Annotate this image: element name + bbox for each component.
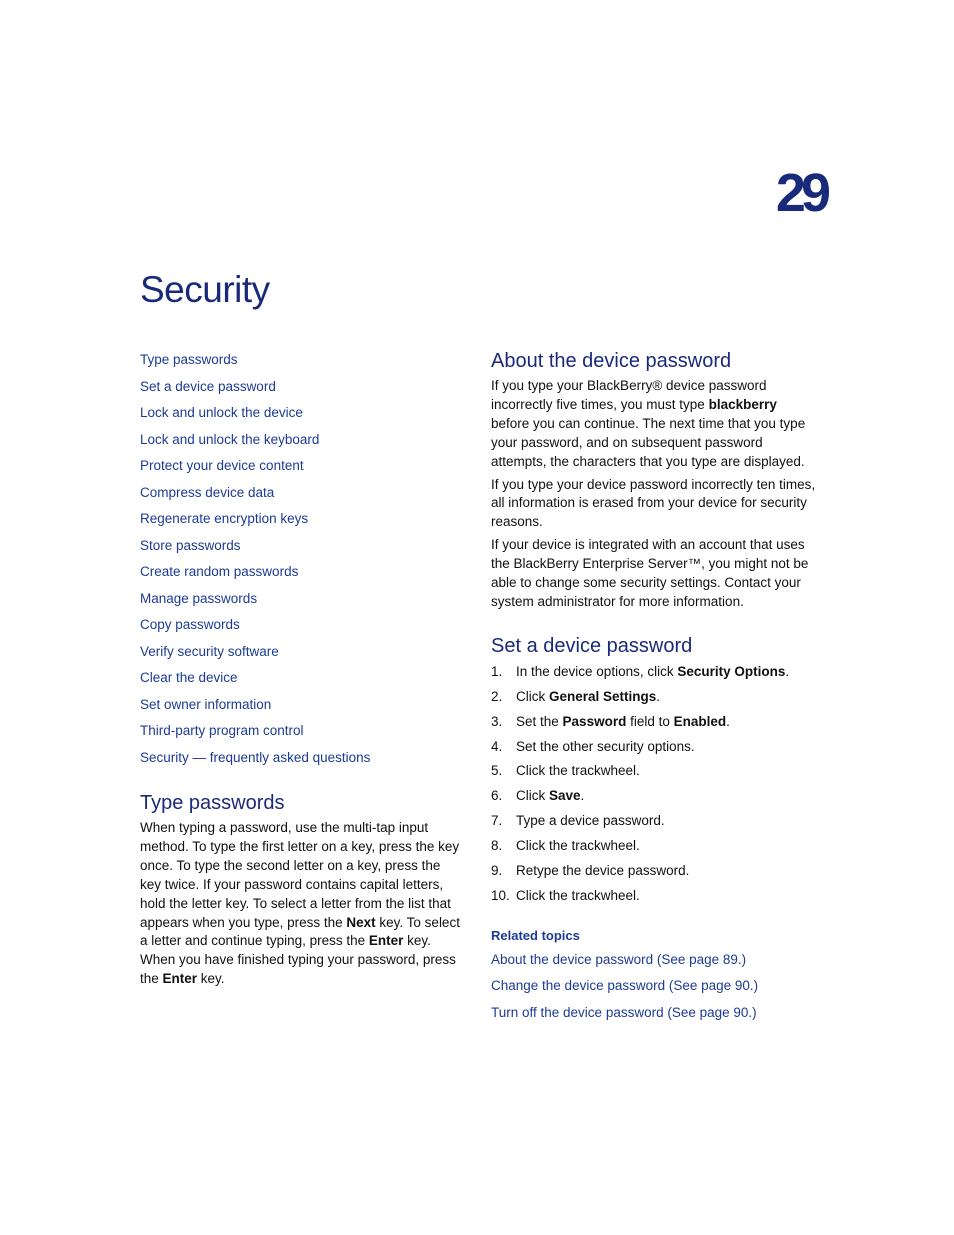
body-text-segment: key.	[197, 971, 225, 987]
ui-term: Enabled	[673, 713, 727, 729]
step-text	[516, 712, 730, 737]
toc-item	[140, 614, 465, 641]
step-text-segment: .	[580, 788, 585, 804]
related-link-turn-off-password[interactable]: Turn off the device password (See page 90.)	[491, 1004, 757, 1020]
related-item	[491, 1002, 816, 1029]
step-item	[491, 786, 816, 811]
step-item	[491, 737, 816, 762]
step-item	[491, 712, 816, 737]
toc-link-clear-device[interactable]: Clear the device	[140, 670, 238, 685]
key-name-enter: Enter	[162, 971, 198, 987]
about-password-paragraph-2: If you type your device password incorrectly ten times, all information is erased from your device for security reasons.	[491, 476, 816, 530]
step-item	[491, 761, 816, 786]
key-name-enter: Enter	[368, 933, 404, 949]
step-text	[516, 687, 660, 712]
toc-item	[140, 455, 465, 482]
related-topics-heading: Related topics	[491, 927, 580, 943]
step-number: 10.	[491, 887, 510, 903]
toc-item	[140, 667, 465, 694]
type-passwords-heading: Type passwords	[140, 792, 285, 814]
step-number: 6.	[491, 788, 503, 804]
toc-item	[140, 747, 465, 774]
step-text: Click the trackwheel.	[516, 763, 640, 779]
step-text: Click the trackwheel.	[516, 887, 640, 903]
right-column	[491, 349, 816, 1028]
step-text: Click the trackwheel.	[516, 838, 640, 854]
toc-link-protect-content[interactable]: Protect your device content	[140, 458, 304, 473]
toc-link-random-passwords[interactable]: Create random passwords	[140, 564, 299, 579]
type-passwords-text	[140, 819, 465, 989]
toc-link-manage-passwords[interactable]: Manage passwords	[140, 590, 258, 606]
toc-link-security-faq[interactable]: Security — frequently asked questions	[140, 749, 371, 765]
step-text-segment: In the device options, click	[516, 663, 678, 679]
ui-term: Security Options	[677, 663, 786, 679]
toc-link-regenerate-keys[interactable]: Regenerate encryption keys	[140, 511, 309, 526]
step-text	[516, 786, 584, 811]
step-item	[491, 886, 816, 911]
related-item	[491, 949, 816, 976]
toc-item	[140, 482, 465, 509]
body-text-segment: before you can continue. The next time that you type your password, and on subsequent password attempts, the characters that you type are displayed.	[491, 415, 806, 469]
toc-link-store-passwords[interactable]: Store passwords	[140, 537, 241, 553]
related-link-change-password[interactable]: Change the device password (See page 90.)	[491, 978, 759, 994]
ui-term: General Settings	[549, 688, 657, 704]
body-text-segment: If you type your BlackBerry® device password incorrectly five times, you must type	[491, 378, 767, 412]
step-item	[491, 687, 816, 712]
ui-term: Save	[549, 788, 581, 804]
toc-link-type-passwords[interactable]: Type passwords	[140, 352, 238, 367]
step-number: 3.	[491, 713, 503, 729]
ui-term: Password	[562, 713, 627, 729]
related-topics-list	[491, 949, 816, 1029]
toc-link-lock-device[interactable]: Lock and unlock the device	[140, 405, 303, 420]
step-item	[491, 861, 816, 886]
step-number: 9.	[491, 863, 503, 878]
step-number: 7.	[491, 813, 503, 829]
key-name-next: Next	[346, 914, 376, 930]
page-title: Security	[140, 269, 270, 310]
step-number: 2.	[491, 688, 503, 704]
body-text-segment: key. When you have finished typing your password, press the	[140, 933, 456, 987]
step-number: 1.	[491, 663, 503, 679]
step-number: 8.	[491, 838, 503, 854]
step-text: Retype the device password.	[516, 863, 690, 878]
toc-item	[140, 588, 465, 615]
toc-link-compress-data[interactable]: Compress device data	[140, 484, 275, 500]
related-link-about-password[interactable]: About the device password (See page 89.)	[491, 951, 747, 967]
set-password-heading: Set a device password	[491, 634, 693, 657]
step-item	[491, 662, 816, 687]
step-text-segment: Click	[516, 788, 549, 804]
about-password-heading: About the device password	[491, 350, 732, 372]
step-text-segment: Set the	[516, 713, 563, 729]
set-password-steps	[491, 662, 816, 911]
step-text-segment: .	[785, 663, 790, 679]
toc-item	[140, 694, 465, 721]
toc-link-lock-keyboard[interactable]: Lock and unlock the keyboard	[140, 431, 320, 447]
bold-term: blackberry	[708, 396, 777, 412]
body-text-segment: When typing a password, use the multi-tap input method. To type the first letter on a key, press the key once. To type the second letter on a key, press the key twice. If your password contains capital letters, hold the letter key. To select a letter from the list that appears when you type, press the	[140, 820, 460, 930]
body-text-segment: key. To select a letter and continue typing, press the	[140, 914, 460, 949]
step-text-segment: field to	[626, 713, 674, 729]
step-item	[491, 836, 816, 861]
chapter-number: 29	[775, 163, 826, 223]
toc-item	[140, 402, 465, 429]
step-number: 4.	[491, 738, 503, 754]
chapter-toc	[140, 349, 465, 773]
toc-item	[140, 561, 465, 588]
step-text-segment: .	[656, 688, 661, 704]
toc-link-third-party-control[interactable]: Third-party program control	[140, 723, 304, 738]
related-item	[491, 975, 816, 1002]
toc-item	[140, 535, 465, 562]
toc-item	[140, 429, 465, 456]
toc-item	[140, 349, 465, 376]
about-password-paragraph-3: If your device is integrated with an account that uses the BlackBerry Enterprise Server™, you might not be able to change some security settings. Contact your system administrator for more information.	[491, 537, 809, 609]
toc-item	[140, 376, 465, 403]
toc-link-owner-info[interactable]: Set owner information	[140, 696, 272, 712]
toc-item	[140, 641, 465, 668]
step-text	[516, 662, 789, 687]
step-text: Type a device password.	[516, 813, 665, 829]
toc-link-set-device-password[interactable]: Set a device password	[140, 378, 276, 394]
toc-link-verify-software[interactable]: Verify security software	[140, 643, 279, 659]
step-number: 5.	[491, 763, 503, 779]
toc-item	[140, 720, 465, 747]
toc-link-copy-passwords[interactable]: Copy passwords	[140, 617, 240, 632]
about-password-paragraph-1	[491, 377, 816, 472]
toc-item	[140, 508, 465, 535]
step-text: Set the other security options.	[516, 738, 695, 754]
left-column	[140, 349, 465, 989]
step-item	[491, 811, 816, 836]
step-text-segment: .	[726, 713, 730, 729]
step-text-segment: Click	[516, 688, 549, 704]
